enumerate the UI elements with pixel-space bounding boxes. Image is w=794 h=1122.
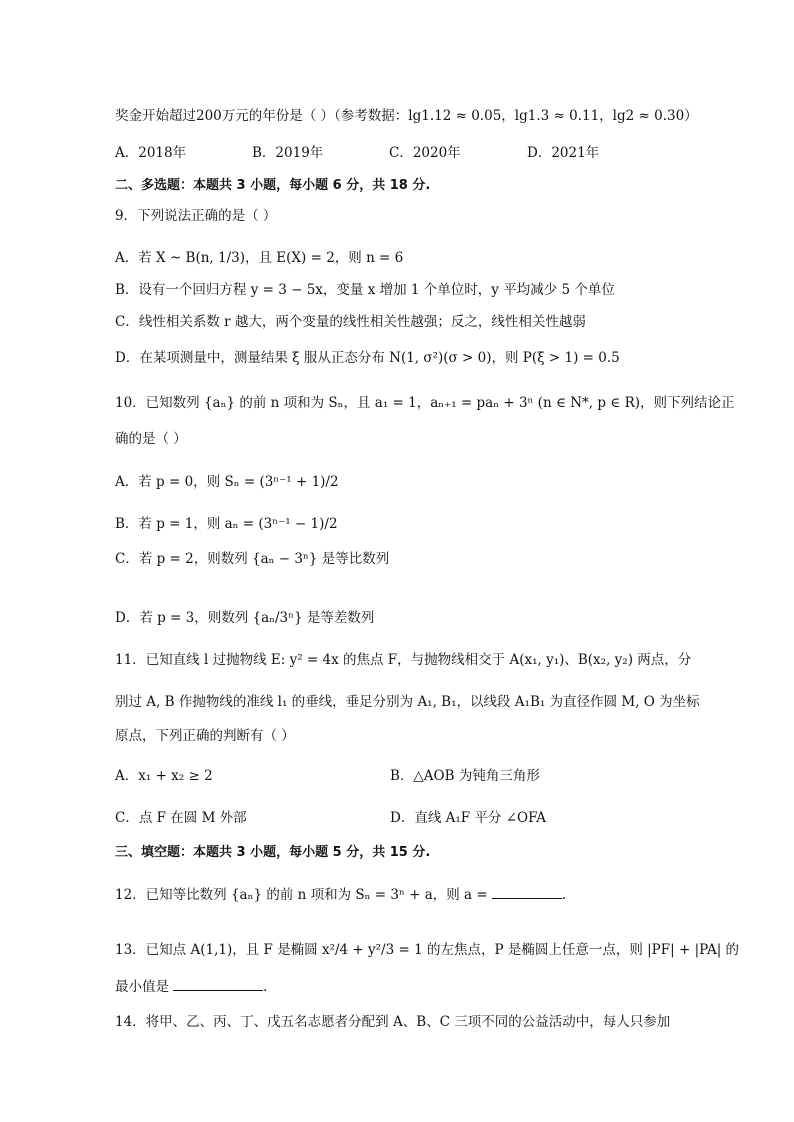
question-11-stem-line3: 原点，下列正确的判断有（ ） <box>115 728 295 744</box>
q11-option-c: C．点 F 在圆 M 外部 <box>115 810 247 826</box>
question-13-text2: 最小值是 <box>115 979 169 995</box>
question-10-stem-line1: 10．已知数列 {aₙ} 的前 n 项和为 Sₙ，且 a₁ = 1，aₙ₊₁ = paₙ + 3ⁿ (n ∈ N*, p ∈ R)，则下列结论正 <box>115 395 735 411</box>
answer-blank-13 <box>173 976 263 991</box>
q11-option-d: D．直线 A₁F 平分 ∠OFA <box>390 810 547 826</box>
q9-option-c: C．线性相关系数 r 越大，两个变量的线性相关性越强；反之，线性相关性越弱 <box>115 314 586 330</box>
q10-option-d: D．若 p = 3，则数列 {aₙ/3ⁿ} 是等差数列 <box>115 610 375 626</box>
q12-period: . <box>561 887 566 903</box>
question-12 <box>115 884 566 905</box>
question-14-stem: 14．将甲、乙、丙、丁、戊五名志愿者分配到 A、B、C 三项不同的公益活动中，每人只参加 <box>115 1014 671 1030</box>
question-9-stem: 9．下列说法正确的是（ ） <box>115 208 277 224</box>
q10-option-a: A．若 p = 0，则 Sₙ = (3ⁿ⁻¹ + 1)/2 <box>115 474 339 490</box>
q9-option-b: B．设有一个回归方程 y = 3 − 5x，变量 x 增加 1 个单位时，y 平均减少 5 个单位 <box>115 282 615 298</box>
question-13-line1: 13．已知点 A(1,1)，且 F 是椭圆 x²/4 + y²/3 = 1 的左焦点，P 是椭圆上任意一点，则 |PF| + |PA| 的 <box>115 942 740 958</box>
question-11-stem-line1: 11．已知直线 l 过抛物线 E: y² = 4x 的焦点 F，与抛物线相交于 A(x₁, y₁)、B(x₂, y₂) 两点，分 <box>115 652 692 668</box>
q9-option-d: D．在某项测量中，测量结果 ξ 服从正态分布 N(1, σ²)(σ > 0)，则 P(ξ > 1) = 0.5 <box>115 350 620 366</box>
q9-option-a: A．若 X ~ B(n, 1/3)，且 E(X) = 2，则 n = 6 <box>115 250 404 266</box>
q8-option-c: C．2020年 <box>389 145 461 161</box>
q8-option-b: B．2019年 <box>252 145 324 161</box>
question-13-line2 <box>115 976 267 997</box>
question-12-text: 12．已知等比数列 {aₙ} 的前 n 项和为 Sₙ = 3ⁿ + a，则 a = <box>115 887 488 903</box>
question-8-tail: 奖金开始超过200万元的年份是（ ）（参考数据：lg1.12 ≈ 0.05，lg1.3 ≈ 0.11，lg2 ≈ 0.30） <box>115 108 698 124</box>
q8-option-d: D．2021年 <box>527 145 600 161</box>
section-3-heading: 三、填空题：本题共 3 小题，每小题 5 分，共 15 分. <box>115 845 431 860</box>
q11-option-a: A．x₁ + x₂ ≥ 2 <box>115 768 213 784</box>
question-10-stem-line2: 确的是（ ） <box>115 431 187 447</box>
question-11-stem-line2: 别过 A, B 作抛物线的准线 l₁ 的垂线，垂足分别为 A₁, B₁，以线段 A₁B₁ 为直径作圆 M, O 为坐标 <box>115 694 700 710</box>
q8-option-a: A．2018年 <box>115 145 187 161</box>
q13-period: . <box>263 979 268 995</box>
q11-option-b: B．△AOB 为钝角三角形 <box>390 768 540 784</box>
q10-option-b: B．若 p = 1，则 aₙ = (3ⁿ⁻¹ − 1)/2 <box>115 516 338 532</box>
q10-option-c: C．若 p = 2，则数列 {aₙ − 3ⁿ} 是等比数列 <box>115 551 390 567</box>
section-2-heading: 二、多选题：本题共 3 小题，每小题 6 分，共 18 分. <box>115 178 431 193</box>
answer-blank-12 <box>492 884 562 899</box>
